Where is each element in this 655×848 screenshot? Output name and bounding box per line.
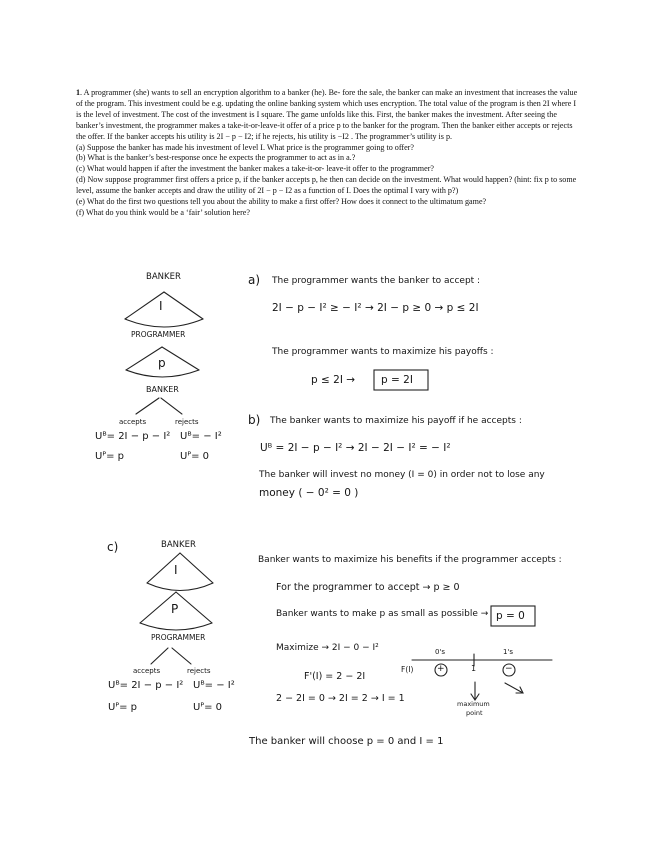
part-a-boxed-answer: p = 2I bbox=[381, 374, 413, 386]
tree2-programmer-label: PROGRAMMER bbox=[151, 633, 206, 642]
part-b-line1: The banker wants to maximize his payoff if he accepts : bbox=[270, 416, 522, 426]
question-d: (d) Now suppose programmer first offers a price p, if the banker accepts p, he then can decide on the investment. What would happen? (hint: fix p to some level, assume the banker accepts and draw the utility of 2I − p − I2 as a function of I. Does the optimal I vary with p?) bbox=[76, 175, 577, 196]
question-e: (e) What do the first two questions tell you about the ability to make a first offer? How does it connect to the ultimatum game? bbox=[76, 197, 487, 207]
part-c-boxed-answer: p = 0 bbox=[496, 610, 525, 622]
sign-chart-minus: − bbox=[505, 664, 513, 674]
tree1-invest-label: I bbox=[159, 299, 163, 313]
part-a-label: a) bbox=[248, 273, 261, 287]
tree2-up-reject: Uᴾ= 0 bbox=[193, 702, 223, 713]
sign-chart bbox=[412, 654, 552, 700]
part-b-line3: The banker will invest no money (I = 0) in order not to lose any bbox=[259, 470, 545, 480]
part-c-line1: Banker wants to maximize his benefits if the programmer accepts : bbox=[258, 555, 562, 565]
part-a-line4: p ≤ 2I → bbox=[311, 374, 356, 386]
question-a: (a) Suppose the banker has made his investment of level I. What price is the programmer going to offer? bbox=[76, 142, 414, 152]
tree2-accepts-label: accepts bbox=[133, 667, 161, 675]
tree1-ub-accept: Uᴮ= 2I − p − I² bbox=[95, 431, 171, 442]
tree1-banker-branches bbox=[136, 398, 182, 414]
part-c-conclusion: The banker will choose p = 0 and I = 1 bbox=[249, 736, 444, 747]
part-b-line4: money ( − 0² = 0 ) bbox=[259, 487, 359, 499]
problem-intro: 1. A programmer (she) wants to sell an encryption algorithm to a banker (he). Be- fore the sale, the banker can make an investment that increases the value of the program. This investment could be e.g. updating the online banking system which uses encryption. The total value of the program is then 2I where I is the level of investment. The cost of the investment is I square. The game unfolds like this. First, the banker makes the investment. After seeing the banker’s investment, the programmer makes a take-it-or-leave-it offer of a price p to the banker for the program. Then the banker either accepts or rejects the offer. If the banker accepts his utility is 2I − p − I2; if he rejects, his utility is −I2 . The programmer’s utility is p. bbox=[76, 88, 578, 141]
tree2-ub-accept: Uᴮ= 2I − p − I² bbox=[108, 680, 184, 691]
sign-chart-plus: + bbox=[437, 664, 445, 674]
part-c-line3: Banker wants to make p as small as possible → bbox=[276, 609, 489, 619]
sign-chart-note-point: point bbox=[466, 709, 483, 717]
part-c-line6: 2 − 2I = 0 → 2I = 2 → I = 1 bbox=[276, 693, 405, 704]
question-b: (b) What is the banker’s best-response once he expects the programmer to act as in a.? bbox=[76, 153, 356, 163]
sign-chart-note-maximum: maximum bbox=[457, 700, 490, 708]
tree2-banker-fan bbox=[147, 553, 213, 591]
question-c: (c) What would happen if after the investment the banker makes a take-it-or- leave-it offer to the programmer? bbox=[76, 164, 434, 174]
part-b-line2: Uᴮ = 2I − p − I² → 2I − 2I − I² = − I² bbox=[260, 442, 451, 454]
tree2-up-accept: Uᴾ= p bbox=[108, 702, 138, 713]
tree1-accepts-label: accepts bbox=[119, 418, 147, 426]
tree2-branches bbox=[151, 648, 191, 664]
tree2-invest-label: I bbox=[174, 563, 178, 577]
question-f: (f) What do you think would be a ‘fair’ solution here? bbox=[76, 207, 250, 217]
part-b-label: b) bbox=[248, 413, 261, 427]
part-c-line2: For the programmer to accept → p ≥ 0 bbox=[276, 582, 460, 593]
part-a-line1: The programmer wants the banker to accept : bbox=[272, 276, 481, 286]
problem-number: 1 bbox=[76, 88, 81, 97]
tree1-ub-reject: Uᴮ= − I² bbox=[180, 431, 222, 442]
part-c-label: c) bbox=[107, 540, 119, 554]
part-c-line4: Maximize → 2I − 0 − I² bbox=[276, 643, 379, 653]
sign-chart-right-label: 1's bbox=[503, 648, 514, 656]
part-a-line3: The programmer wants to maximize his payoffs : bbox=[272, 347, 494, 357]
tree1-price-label: p bbox=[158, 356, 166, 370]
tree2-rejects-label: rejects bbox=[187, 667, 211, 675]
tree1-up-accept: Uᴾ= p bbox=[95, 451, 125, 462]
part-a-line2: 2I − p − I² ≥ − I² → 2I − p ≥ 0 → p ≤ 2I bbox=[272, 302, 479, 314]
tree1-banker-label: BANKER bbox=[146, 272, 181, 282]
sign-chart-critical-value: 1 bbox=[471, 664, 477, 673]
sign-chart-function-label: F(I) bbox=[401, 665, 414, 674]
tree1-banker2-label: BANKER bbox=[146, 385, 179, 394]
sign-chart-left-label: 0's bbox=[435, 648, 446, 656]
tree1-banker-fan bbox=[125, 292, 203, 327]
part-c-line5: F'(I) = 2 − 2I bbox=[304, 671, 366, 682]
tree1-programmer-label: PROGRAMMER bbox=[131, 330, 186, 339]
tree1-up-reject: Uᴾ= 0 bbox=[180, 451, 210, 462]
tree2-ub-reject: Uᴮ= − I² bbox=[193, 680, 235, 691]
tree2-banker-label: BANKER bbox=[161, 540, 196, 550]
tree2-price-label: P bbox=[171, 602, 179, 616]
tree1-rejects-label: rejects bbox=[175, 418, 199, 426]
